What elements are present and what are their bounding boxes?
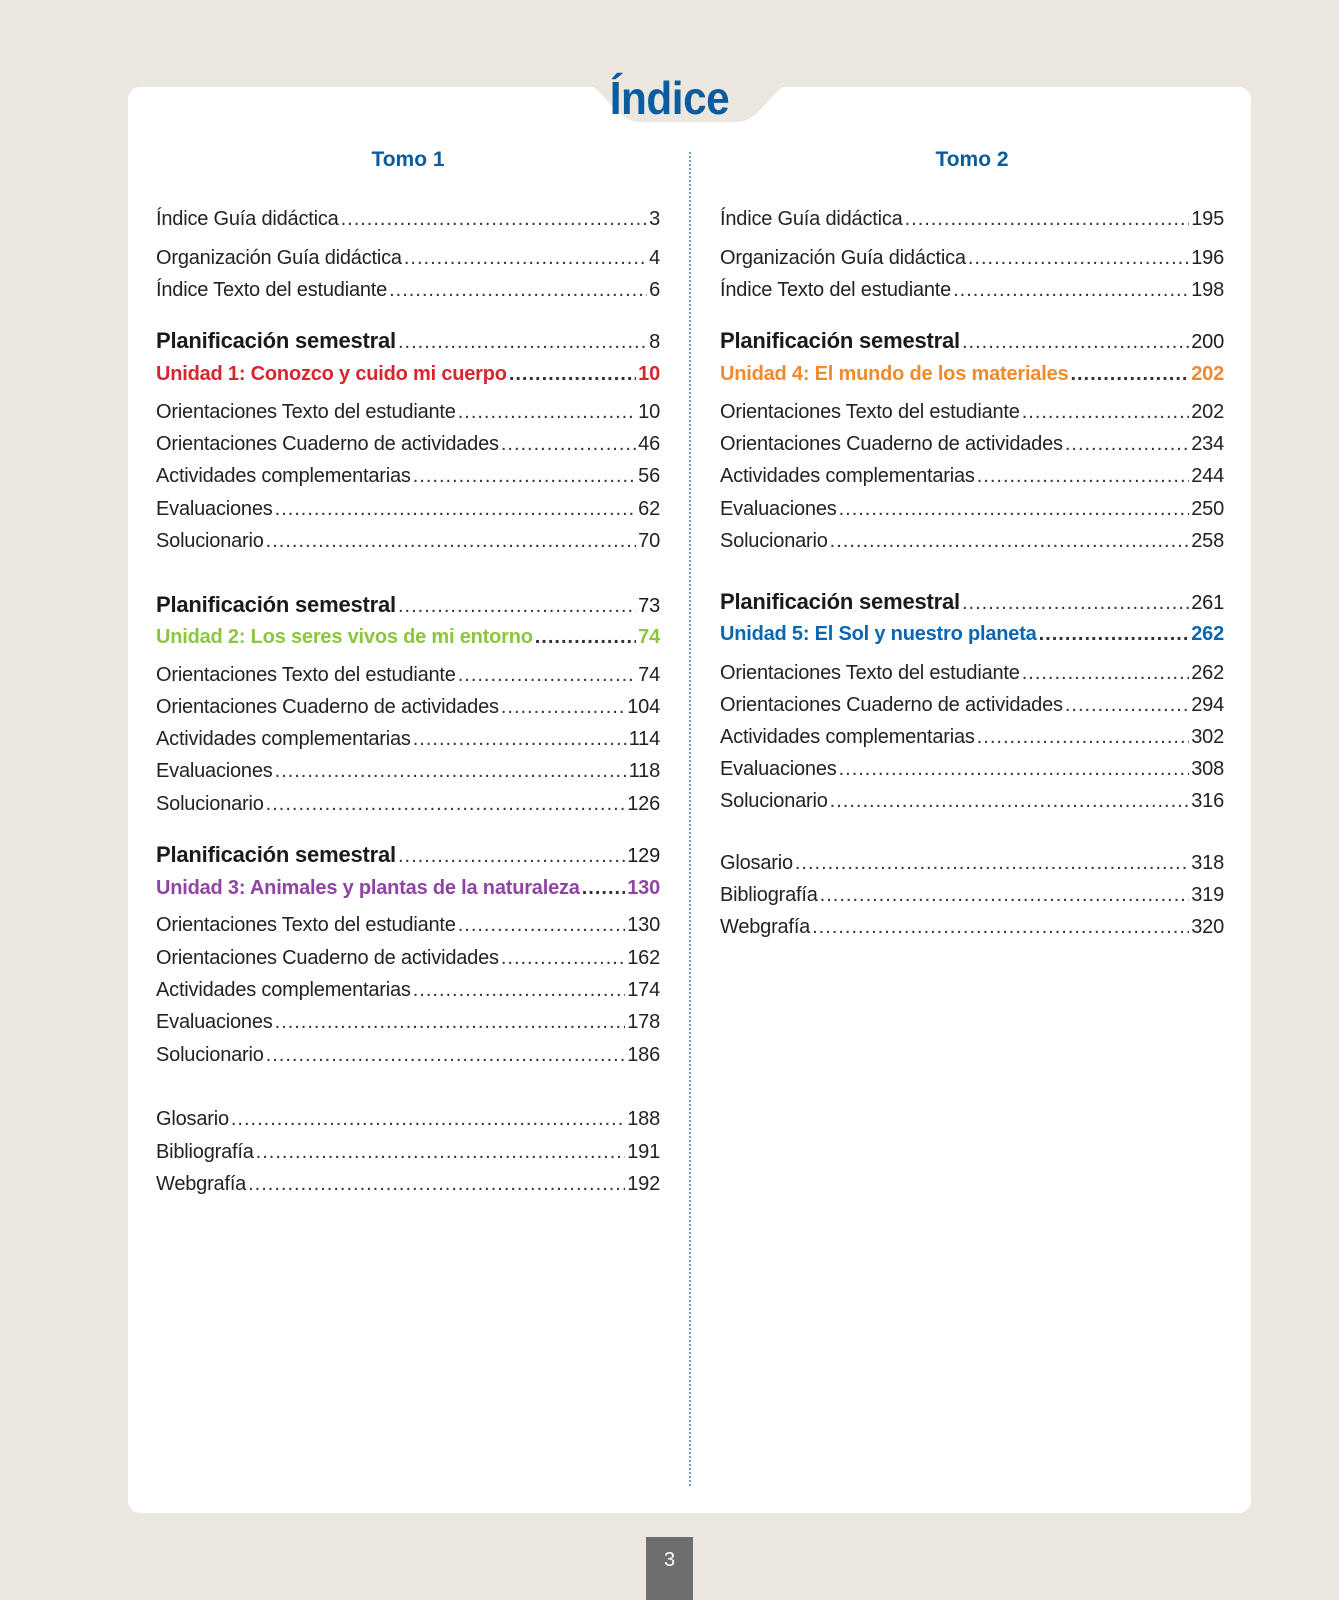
- dot-leader: [795, 850, 1189, 876]
- entry-page-number: 10: [638, 401, 660, 423]
- toc-entry[interactable]: [156, 726, 660, 752]
- entry-page-number: 200: [1191, 331, 1224, 353]
- dot-leader: [501, 431, 636, 457]
- entry-page-number: 56: [638, 465, 660, 487]
- dot-leader: [389, 277, 647, 303]
- entry-label: Solucionario: [720, 530, 828, 552]
- entry-page-number: 320: [1191, 916, 1224, 938]
- dot-leader: [266, 1042, 626, 1068]
- entry-label: Índice Texto del estudiante: [156, 279, 388, 301]
- toc-entry[interactable]: [156, 1009, 660, 1035]
- tomo-1-heading: Tomo 1: [371, 148, 445, 171]
- toc-entry[interactable]: [156, 945, 660, 971]
- toc-entry[interactable]: [720, 788, 1224, 814]
- toc-entry[interactable]: [156, 694, 660, 720]
- entry-page-number: 302: [1191, 726, 1224, 748]
- entry-page-number: 318: [1191, 852, 1224, 874]
- page-title: Índice: [609, 72, 730, 124]
- entry-page-number: 250: [1191, 498, 1224, 520]
- entry-page-number: 262: [1191, 623, 1224, 645]
- dot-leader: [1065, 692, 1189, 718]
- entry-page-number: 234: [1191, 433, 1224, 455]
- entry-page-number: 114: [628, 728, 660, 750]
- entry-label: Índice Texto del estudiante: [720, 279, 952, 301]
- entry-label: Orientaciones Cuaderno de actividades: [156, 696, 499, 718]
- toc-entry[interactable]: [720, 692, 1224, 718]
- entry-page-number: 70: [638, 530, 660, 552]
- entry-label: Orientaciones Cuaderno de actividades: [720, 433, 1063, 455]
- toc-entry[interactable]: [720, 277, 1224, 303]
- toc-entry[interactable]: [156, 977, 660, 1003]
- entry-page-number: 244: [1191, 465, 1224, 487]
- entry-label: Planificación semestral: [156, 592, 396, 617]
- entry-label: Webgrafía: [720, 916, 811, 938]
- dot-leader: [1039, 621, 1190, 647]
- entry-page-number: 178: [627, 1011, 660, 1033]
- dot-leader: [404, 245, 647, 271]
- entry-page-number: 186: [627, 1044, 660, 1066]
- dot-leader: [413, 977, 626, 1003]
- entry-page-number: 174: [627, 979, 660, 1001]
- entry-label: Orientaciones Cuaderno de actividades: [720, 694, 1063, 716]
- unit-entry[interactable]: [720, 361, 1224, 387]
- dot-leader: [413, 726, 627, 752]
- dot-leader: [398, 593, 636, 619]
- entry-page-number: 294: [1191, 694, 1224, 716]
- entry-label: Actividades complementarias: [720, 726, 975, 748]
- dot-leader: [231, 1106, 625, 1132]
- entry-page-number: 10: [638, 363, 660, 385]
- dot-leader: [1070, 361, 1189, 387]
- dot-leader: [830, 788, 1190, 814]
- dot-leader: [1022, 660, 1190, 686]
- entry-label: Evaluaciones: [720, 758, 837, 780]
- entry-label: Evaluaciones: [156, 760, 273, 782]
- entry-page-number: 46: [638, 433, 660, 455]
- entry-page-number: 262: [1191, 662, 1224, 684]
- entry-label: Índice Guía didáctica: [156, 208, 339, 230]
- dot-leader: [341, 206, 647, 232]
- entry-page-number: 196: [1191, 247, 1224, 269]
- dot-leader: [977, 724, 1190, 750]
- entry-page-number: 195: [1191, 208, 1224, 230]
- entry-page-number: 130: [627, 914, 660, 936]
- entry-label: Actividades complementarias: [156, 465, 411, 487]
- entry-label: Orientaciones Cuaderno de actividades: [156, 433, 499, 455]
- entry-label: Organización Guía didáctica: [720, 247, 966, 269]
- toc-entry[interactable]: [156, 1171, 660, 1197]
- entry-page-number: 74: [638, 626, 660, 648]
- toc-entry[interactable]: [156, 528, 660, 554]
- toc-entry[interactable]: [720, 399, 1224, 425]
- toc-entry[interactable]: [720, 206, 1224, 232]
- entry-label: Organización Guía didáctica: [156, 247, 402, 269]
- entry-page-number: 202: [1191, 363, 1224, 385]
- entry-label: Orientaciones Texto del estudiante: [156, 401, 456, 423]
- toc-entry[interactable]: [720, 660, 1224, 686]
- dot-leader: [509, 361, 636, 387]
- entry-page-number: 74: [638, 664, 660, 686]
- entry-page-number: 162: [627, 947, 660, 969]
- entry-label: Orientaciones Texto del estudiante: [156, 914, 456, 936]
- toc-entry[interactable]: [720, 850, 1224, 876]
- entry-page-number: 3: [649, 208, 660, 230]
- dot-leader: [839, 496, 1190, 522]
- dot-leader: [458, 912, 626, 938]
- entry-page-number: 202: [1191, 401, 1224, 423]
- entry-label: Evaluaciones: [156, 498, 273, 520]
- toc-entry[interactable]: [720, 882, 1224, 908]
- entry-label: Orientaciones Texto del estudiante: [720, 662, 1020, 684]
- entry-page-number: 73: [638, 595, 660, 617]
- entry-label: Evaluaciones: [720, 498, 837, 520]
- entry-label: Planificación semestral: [720, 589, 960, 614]
- entry-page-number: 4: [649, 247, 660, 269]
- entry-label: Actividades complementarias: [156, 728, 411, 750]
- dot-leader: [266, 791, 626, 817]
- entry-label: Solucionario: [720, 790, 828, 812]
- plan-entry[interactable]: [156, 842, 660, 869]
- toc-entry[interactable]: [156, 463, 660, 489]
- page-number-badge: 3: [646, 1537, 693, 1600]
- entry-page-number: 188: [627, 1108, 660, 1130]
- entry-page-number: 191: [627, 1141, 660, 1163]
- dot-leader: [962, 329, 1189, 355]
- entry-label: Índice Guía didáctica: [720, 208, 903, 230]
- entry-page-number: 62: [638, 498, 660, 520]
- dot-leader: [501, 694, 625, 720]
- entry-label: Unidad 2: Los seres vivos de mi entorno: [156, 626, 533, 648]
- entry-label: Orientaciones Cuaderno de actividades: [156, 947, 499, 969]
- entry-page-number: 261: [1191, 592, 1224, 614]
- plan-entry[interactable]: [156, 592, 660, 619]
- dot-leader: [962, 590, 1189, 616]
- dot-leader: [953, 277, 1189, 303]
- entry-page-number: 198: [1191, 279, 1224, 301]
- entry-page-number: 129: [627, 845, 660, 867]
- entry-label: Solucionario: [156, 793, 264, 815]
- dot-leader: [968, 245, 1189, 271]
- toc-entry[interactable]: [156, 206, 660, 232]
- toc-entry[interactable]: [156, 912, 660, 938]
- entry-page-number: 308: [1191, 758, 1224, 780]
- entry-label: Orientaciones Texto del estudiante: [156, 664, 456, 686]
- dot-leader: [256, 1139, 626, 1165]
- entry-page-number: 258: [1191, 530, 1224, 552]
- toc-entry[interactable]: [156, 662, 660, 688]
- unit-entry[interactable]: [156, 875, 660, 901]
- entry-label: Unidad 5: El Sol y nuestro planeta: [720, 623, 1037, 645]
- toc-entry[interactable]: [720, 463, 1224, 489]
- column-divider: [689, 152, 691, 1486]
- unit-entry[interactable]: [156, 624, 660, 650]
- dot-leader: [275, 758, 627, 784]
- toc-entry[interactable]: [156, 758, 660, 784]
- dot-leader: [839, 756, 1190, 782]
- toc-entry[interactable]: [156, 431, 660, 457]
- dot-leader: [1065, 431, 1189, 457]
- entry-page-number: 8: [649, 331, 660, 353]
- entry-label: Glosario: [720, 852, 793, 874]
- entry-label: Solucionario: [156, 1044, 264, 1066]
- entry-page-number: 6: [649, 279, 660, 301]
- entry-label: Unidad 3: Animales y plantas de la naturaleza: [156, 877, 580, 899]
- entry-label: Planificación semestral: [156, 842, 396, 867]
- toc-entry[interactable]: [720, 496, 1224, 522]
- plan-entry[interactable]: [156, 328, 660, 355]
- entry-label: Planificación semestral: [156, 328, 396, 353]
- dot-leader: [413, 463, 636, 489]
- dot-leader: [1022, 399, 1190, 425]
- plan-entry[interactable]: [720, 589, 1224, 616]
- dot-leader: [905, 206, 1190, 232]
- dot-leader: [248, 1171, 625, 1197]
- entry-label: Evaluaciones: [156, 1011, 273, 1033]
- dot-leader: [977, 463, 1190, 489]
- entry-label: Planificación semestral: [720, 328, 960, 353]
- entry-label: Glosario: [156, 1108, 229, 1130]
- toc-entry[interactable]: [720, 245, 1224, 271]
- toc-entry[interactable]: [720, 528, 1224, 554]
- plan-entry[interactable]: [720, 328, 1224, 355]
- entry-page-number: 316: [1191, 790, 1224, 812]
- entry-label: Webgrafía: [156, 1173, 247, 1195]
- dot-leader: [275, 1009, 626, 1035]
- entry-page-number: 130: [627, 877, 660, 899]
- entry-label: Orientaciones Texto del estudiante: [720, 401, 1020, 423]
- entry-label: Actividades complementarias: [156, 979, 411, 1001]
- toc-entry[interactable]: [156, 1106, 660, 1132]
- entry-page-number: 118: [628, 760, 660, 782]
- dot-leader: [582, 875, 625, 901]
- toc-entry[interactable]: [156, 1042, 660, 1068]
- dot-leader: [501, 945, 625, 971]
- entry-page-number: 126: [627, 793, 660, 815]
- unit-entry[interactable]: [156, 361, 660, 387]
- dot-leader: [820, 882, 1190, 908]
- toc-entry[interactable]: [720, 431, 1224, 457]
- toc-entry[interactable]: [156, 1139, 660, 1165]
- entry-label: Bibliografía: [156, 1141, 254, 1163]
- toc-entry[interactable]: [156, 496, 660, 522]
- dot-leader: [830, 528, 1190, 554]
- dot-leader: [275, 496, 637, 522]
- entry-page-number: 192: [627, 1173, 660, 1195]
- dot-leader: [266, 528, 636, 554]
- toc-entry[interactable]: [156, 245, 660, 271]
- entry-label: Actividades complementarias: [720, 465, 975, 487]
- entry-page-number: 319: [1191, 884, 1224, 906]
- tomo-2-heading: Tomo 2: [935, 148, 1009, 171]
- entry-label: Unidad 4: El mundo de los materiales: [720, 363, 1069, 385]
- toc-entry[interactable]: [720, 914, 1224, 940]
- dot-leader: [398, 843, 625, 869]
- entry-page-number: 104: [627, 696, 660, 718]
- entry-label: Unidad 1: Conozco y cuido mi cuerpo: [156, 363, 507, 385]
- toc-entry[interactable]: [720, 756, 1224, 782]
- dot-leader: [812, 914, 1189, 940]
- unit-entry[interactable]: [720, 621, 1224, 647]
- toc-entry[interactable]: [156, 791, 660, 817]
- toc-entry[interactable]: [156, 399, 660, 425]
- dot-leader: [398, 329, 647, 355]
- toc-entry[interactable]: [720, 724, 1224, 750]
- dot-leader: [458, 399, 636, 425]
- dot-leader: [458, 662, 636, 688]
- entry-label: Bibliografía: [720, 884, 818, 906]
- toc-entry[interactable]: [156, 277, 660, 303]
- dot-leader: [535, 624, 636, 650]
- entry-label: Solucionario: [156, 530, 264, 552]
